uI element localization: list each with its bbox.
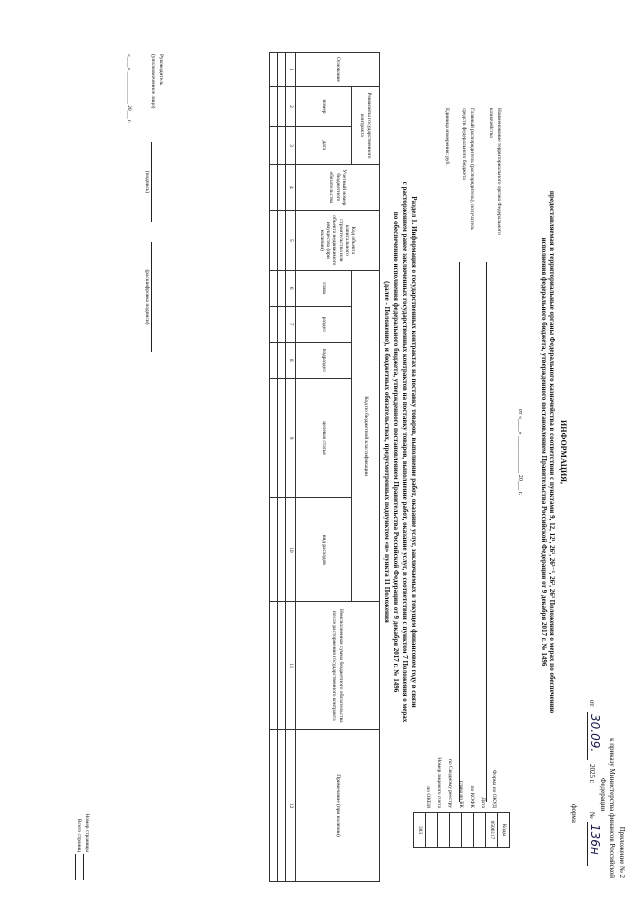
header-requisites: Реквизиты государственного контракта xyxy=(352,86,380,164)
order-line-1: к приказу Министерства финансов Российской xyxy=(608,738,616,878)
decode-caption: (расшифровка подписи) xyxy=(144,269,150,325)
order-date-handwritten: 30.09. xyxy=(588,714,602,753)
code-kofk xyxy=(462,813,474,848)
label-okud: Форма по ОКУД xyxy=(491,770,497,808)
label-account: Номер лицевого счета xyxy=(436,757,442,808)
header-target: целевая статья xyxy=(296,378,352,498)
section-line-4: (далее - Положение), и бюджетных обязательствах, предусмотренных подпунктом «в» пункта 11 Положения xyxy=(383,281,391,623)
section-line-1: Раздел 1. Информация о государственных контрактах на поставку товаров, выполнение работ, оказание услуг, заключаемых в текущем финансовом году в связи xyxy=(410,196,418,708)
col-number-10: 10 xyxy=(286,498,296,602)
label-chapter: глава по БК xyxy=(458,781,464,808)
col-number-11: 11 xyxy=(286,602,296,730)
territorial-body-line xyxy=(486,262,487,802)
order-date-underline xyxy=(587,712,588,760)
section-line-2: с расторжением ранее заключенных государственных контрактов на поставку товаров, выполнение работ, оказание услуг, в соответствии с пунктом 7 Положения о мерах xyxy=(401,181,409,723)
title-line-1: предоставляемая в территориальные органы Федерального казначейства в соответствии с пунктами 9, 12, 12¹, 26¹, 26¹⁻², 26², 26³ Положения о мерах по обеспечению xyxy=(548,190,556,714)
form-word: форма xyxy=(570,804,578,823)
col-number-4: 4 xyxy=(286,164,296,210)
header-subsection: подраздел xyxy=(296,342,352,378)
report-date-line: от «____» ____________ 20___ г. xyxy=(517,408,524,496)
order-year: 2025 г. xyxy=(588,764,596,784)
col-number-1: 1 xyxy=(286,53,296,87)
total-pages-line xyxy=(75,854,76,880)
header-object-code: Код объекта капитального строительства или объекта недвижимого имущества (при наличии) xyxy=(296,210,380,270)
order-number-prefix: № xyxy=(588,812,596,819)
order-date-prefix: от xyxy=(588,700,596,707)
section-line-3: по обеспечению исполнения федерального бюджета, утвержденного постановлением Правительства Российской Федерации от 9 декабря 2017 г. № 1496 xyxy=(392,211,400,693)
title-line-2: исполнения федерального бюджета, утвержденного постановлением Правительства Российской Федерации от 9 декабря 2017 г. № 1496 xyxy=(540,237,548,667)
header-note: Примечание (при наличии) xyxy=(296,730,380,882)
main-table xyxy=(269,52,380,882)
col-number-7: 7 xyxy=(286,306,296,342)
rotated-form-sheet xyxy=(10,12,630,892)
header-budget-code: Код по бюджетной классификации xyxy=(352,270,380,602)
col-number-5: 5 xyxy=(286,210,296,270)
col-number-6: 6 xyxy=(286,270,296,306)
header-account-number: Учетный номер бюджетного обязательства xyxy=(296,164,380,210)
code-okud: 0506117 xyxy=(486,813,498,848)
label-kofk: по КОФК xyxy=(469,785,475,808)
code-chapter xyxy=(450,813,462,848)
territorial-body-label-1: Наименование территориального органа Федерального xyxy=(496,108,502,235)
col-number-3: 3 xyxy=(286,126,296,164)
total-pages-label: Всего страниц xyxy=(76,818,82,852)
col-number-2: 2 xyxy=(286,86,296,126)
appendix-label: Приложение № 2 xyxy=(618,826,626,878)
label-date: Дата xyxy=(480,797,486,808)
codes-table xyxy=(413,812,510,848)
page-number-line xyxy=(83,854,84,880)
header-basis: Основание xyxy=(296,53,380,87)
label-okei: по ОКЕИ xyxy=(425,786,431,808)
table-row xyxy=(278,53,286,882)
header-expense: вид расходов xyxy=(296,498,352,602)
header-chapter: глава xyxy=(296,270,352,306)
document-title: ИНФОРМАЦИЯ, xyxy=(559,420,568,484)
header-date: дата xyxy=(296,126,352,164)
recipient-line xyxy=(459,262,460,802)
head-label-1: Руководитель xyxy=(158,54,164,86)
order-line-2: Федерации xyxy=(599,778,607,812)
head-label-2: (уполномоченное лицо) xyxy=(150,54,156,109)
header-number: номер xyxy=(296,86,352,126)
code-registry xyxy=(438,813,450,848)
territorial-body-label-2: казначейства xyxy=(488,108,494,138)
code-date xyxy=(474,813,486,848)
page-number-label: Номер страницы xyxy=(84,813,90,852)
label-registry: по Сводному реестру xyxy=(447,759,453,808)
decode-line xyxy=(151,242,152,352)
code-okei: 383 xyxy=(414,813,426,848)
col-number-12: 12 xyxy=(286,730,296,882)
recipient-label-2: средств федерального бюджета xyxy=(461,108,467,180)
header-section: раздел xyxy=(296,306,352,342)
order-number-underline xyxy=(587,822,588,866)
signature-date: «____» ____________ 20___ г. xyxy=(126,54,132,123)
col-number-8: 8 xyxy=(286,342,296,378)
order-number-handwritten: 136н xyxy=(588,824,602,855)
codes-header: Коды xyxy=(498,813,510,848)
recipient-label-1: Главный распорядитель (распорядитель), получатель xyxy=(469,108,475,230)
col-number-9: 9 xyxy=(286,378,296,498)
unit-label: Единица измерения: руб. xyxy=(444,108,450,166)
signature-line xyxy=(151,142,152,222)
table-row xyxy=(270,53,278,882)
header-unfulfilled: Неисполненная сумма бюджетного обязательства после расторжения государственного контракта xyxy=(296,602,380,730)
code-account xyxy=(426,813,438,848)
signature-caption: (подпись) xyxy=(144,170,150,194)
